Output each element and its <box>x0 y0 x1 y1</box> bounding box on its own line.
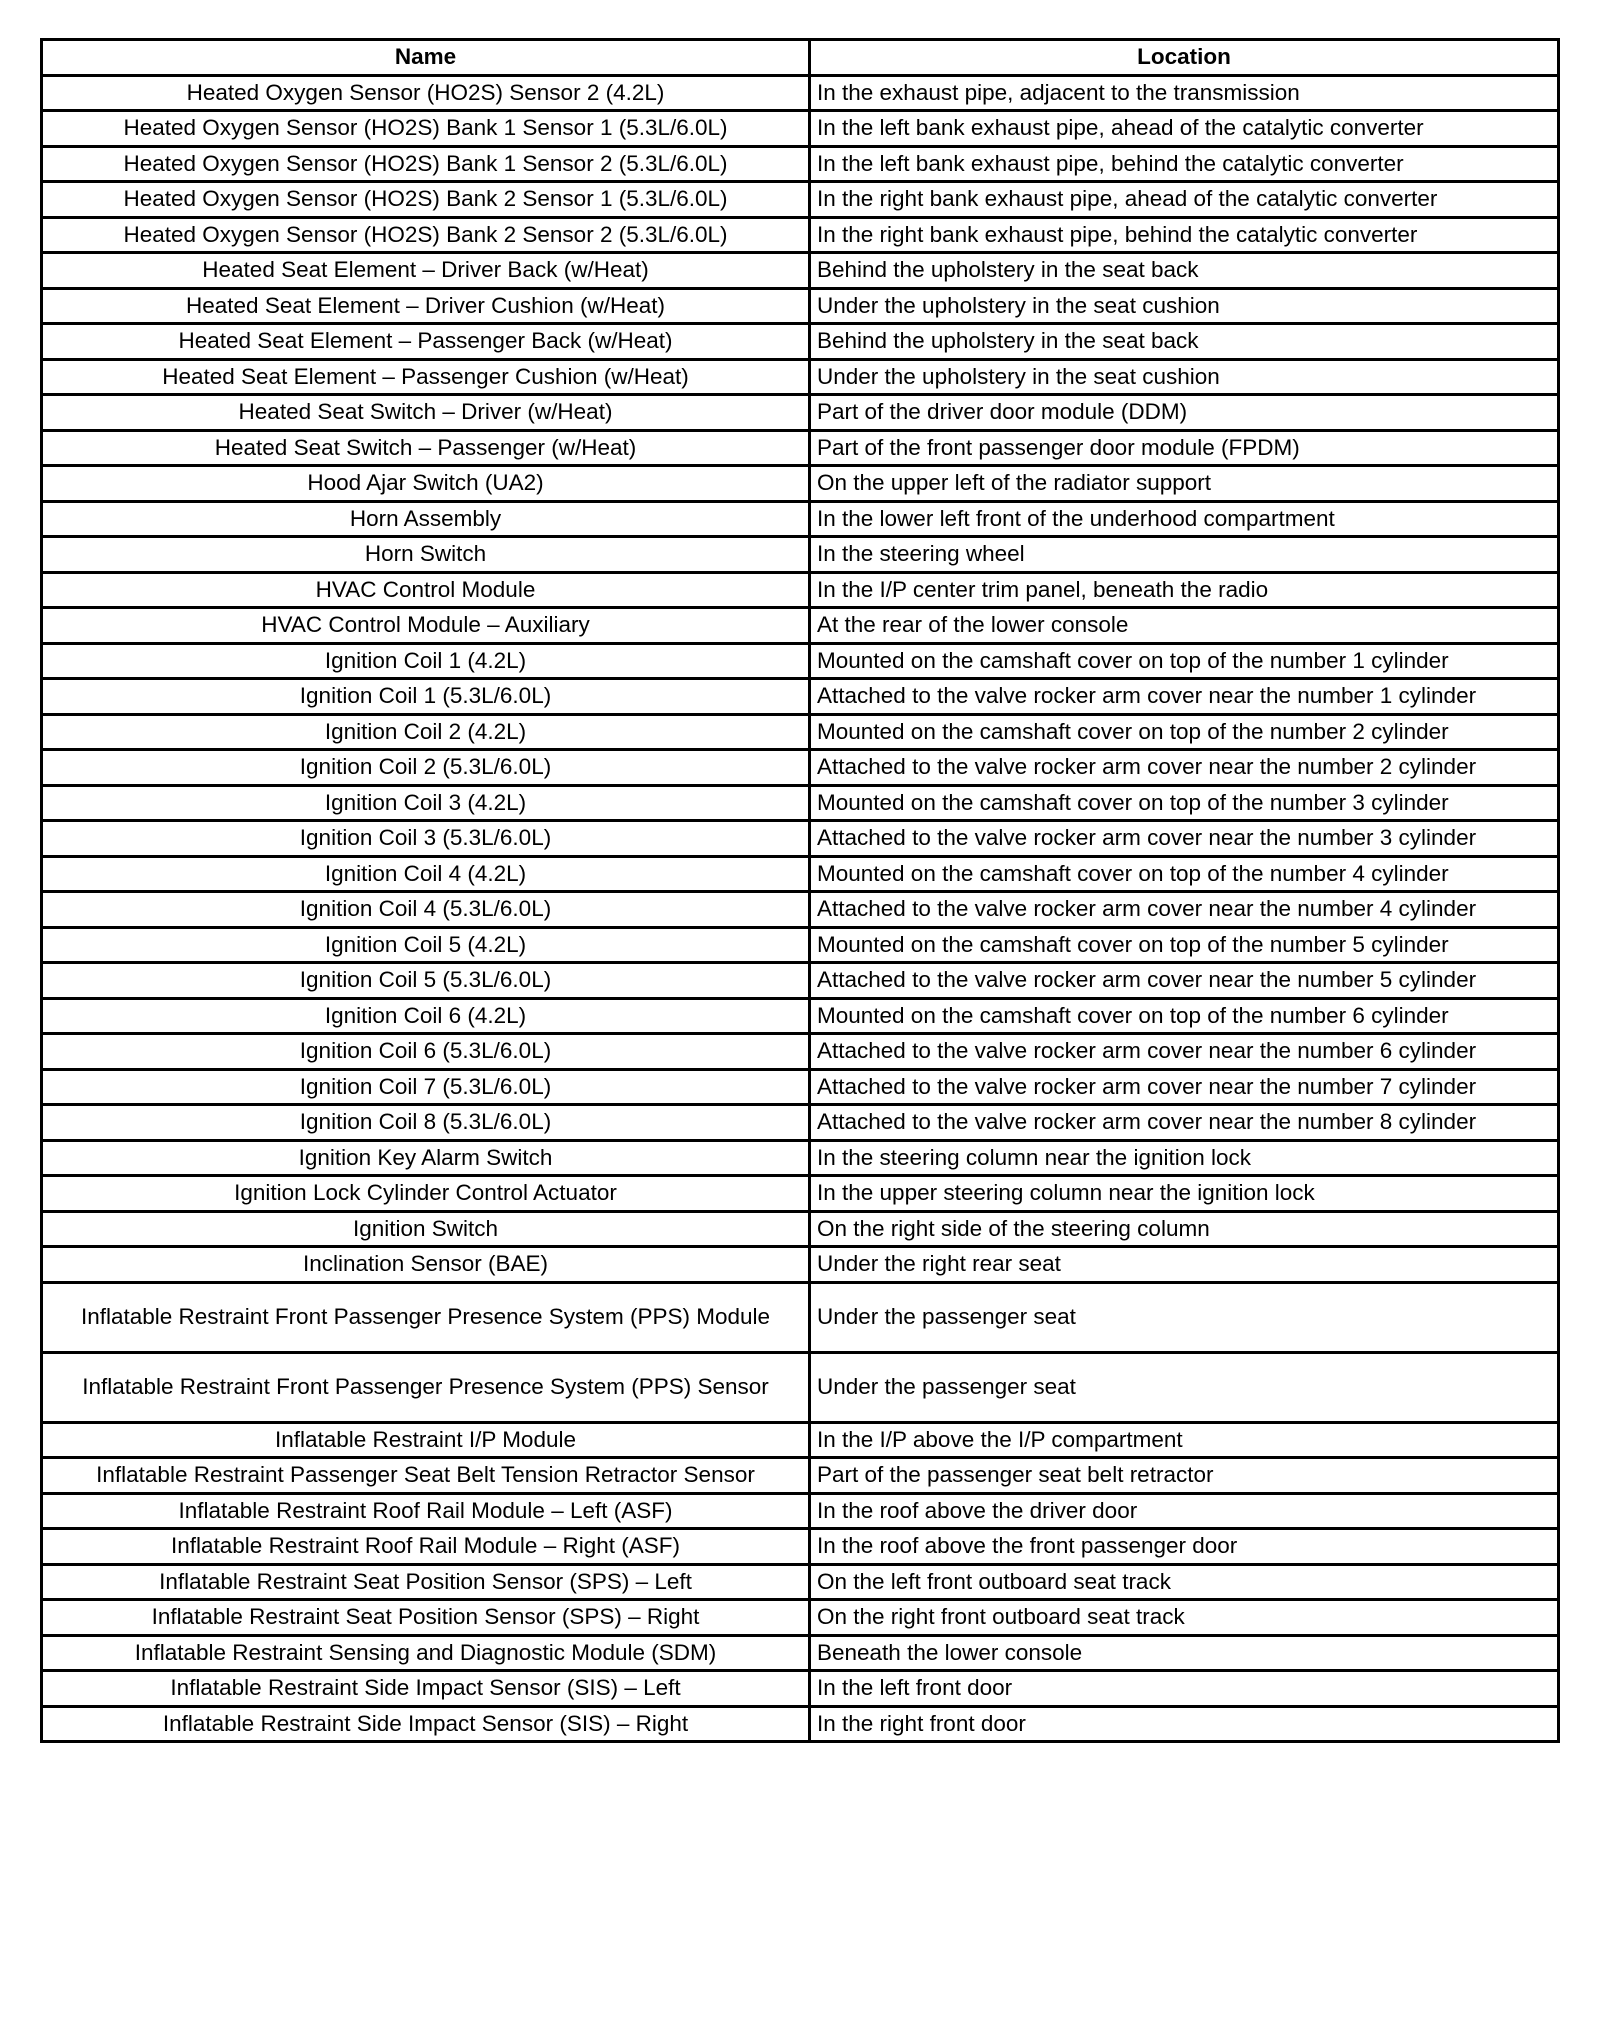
header-name: Name <box>42 40 810 76</box>
table-row <box>42 1422 1559 1458</box>
component-name-cell: Horn Assembly <box>42 501 810 537</box>
component-location-cell: Attached to the valve rocker arm cover near the number 2 cylinder <box>810 750 1559 786</box>
component-location-cell: Mounted on the camshaft cover on top of the number 2 cylinder <box>810 714 1559 750</box>
component-location-cell: In the left bank exhaust pipe, behind the catalytic converter <box>810 146 1559 182</box>
component-location-cell: In the steering column near the ignition lock <box>810 1140 1559 1176</box>
component-name-cell: Ignition Coil 5 (4.2L) <box>42 927 810 963</box>
component-name-cell: Inflatable Restraint Front Passenger Presence System (PPS) Sensor <box>42 1352 810 1422</box>
component-name-cell: Heated Oxygen Sensor (HO2S) Sensor 2 (4.2L) <box>42 75 810 111</box>
component-location-cell: Under the upholstery in the seat cushion <box>810 359 1559 395</box>
component-location-cell: Beneath the lower console <box>810 1635 1559 1671</box>
component-name-cell: Inflatable Restraint Side Impact Sensor (SIS) – Right <box>42 1706 810 1742</box>
component-location-cell: In the I/P above the I/P compartment <box>810 1422 1559 1458</box>
component-location-cell: Behind the upholstery in the seat back <box>810 324 1559 360</box>
component-location-cell: At the rear of the lower console <box>810 608 1559 644</box>
component-name-cell: Inflatable Restraint Roof Rail Module – Left (ASF) <box>42 1493 810 1529</box>
component-location-cell: In the upper steering column near the ignition lock <box>810 1176 1559 1212</box>
table-row <box>42 750 1559 786</box>
component-location-cell: Under the right rear seat <box>810 1247 1559 1283</box>
table-row <box>42 608 1559 644</box>
component-location-cell: In the exhaust pipe, adjacent to the transmission <box>810 75 1559 111</box>
component-name-cell: Ignition Coil 6 (5.3L/6.0L) <box>42 1034 810 1070</box>
component-name-cell: Ignition Coil 3 (4.2L) <box>42 785 810 821</box>
table-body <box>42 75 1559 1742</box>
component-name-cell: Inflatable Restraint Side Impact Sensor (SIS) – Left <box>42 1671 810 1707</box>
component-location-cell: In the left front door <box>810 1671 1559 1707</box>
table-row <box>42 1282 1559 1352</box>
table-row <box>42 182 1559 218</box>
component-location-cell: Under the passenger seat <box>810 1282 1559 1352</box>
component-name-cell: Inflatable Restraint Seat Position Sensor (SPS) – Left <box>42 1564 810 1600</box>
component-location-cell: Attached to the valve rocker arm cover near the number 5 cylinder <box>810 963 1559 999</box>
component-location-cell: Attached to the valve rocker arm cover near the number 7 cylinder <box>810 1069 1559 1105</box>
table-row <box>42 501 1559 537</box>
component-name-cell: Ignition Coil 2 (5.3L/6.0L) <box>42 750 810 786</box>
table-row <box>42 217 1559 253</box>
component-name-cell: Heated Oxygen Sensor (HO2S) Bank 2 Sensor 2 (5.3L/6.0L) <box>42 217 810 253</box>
table-row <box>42 714 1559 750</box>
table-row <box>42 785 1559 821</box>
component-location-cell: On the upper left of the radiator support <box>810 466 1559 502</box>
component-location-cell: In the roof above the front passenger door <box>810 1529 1559 1565</box>
component-name-cell: Heated Seat Element – Driver Back (w/Heat) <box>42 253 810 289</box>
table-row <box>42 1176 1559 1212</box>
component-name-cell: Ignition Coil 7 (5.3L/6.0L) <box>42 1069 810 1105</box>
table-row <box>42 359 1559 395</box>
table-row <box>42 821 1559 857</box>
table-row <box>42 1069 1559 1105</box>
table-row <box>42 1034 1559 1070</box>
table-row <box>42 1247 1559 1283</box>
table-row <box>42 1671 1559 1707</box>
table-row <box>42 395 1559 431</box>
component-location-cell: In the roof above the driver door <box>810 1493 1559 1529</box>
table-row <box>42 1635 1559 1671</box>
component-location-cell: In the lower left front of the underhood compartment <box>810 501 1559 537</box>
component-name-cell: Heated Seat Element – Driver Cushion (w/Heat) <box>42 288 810 324</box>
component-name-cell: Inflatable Restraint Roof Rail Module – Right (ASF) <box>42 1529 810 1565</box>
component-name-cell: Ignition Coil 1 (5.3L/6.0L) <box>42 679 810 715</box>
component-name-cell: Ignition Coil 4 (5.3L/6.0L) <box>42 892 810 928</box>
component-name-cell: Inclination Sensor (BAE) <box>42 1247 810 1283</box>
component-name-cell: Heated Oxygen Sensor (HO2S) Bank 1 Sensor 1 (5.3L/6.0L) <box>42 111 810 147</box>
component-location-cell: Under the passenger seat <box>810 1352 1559 1422</box>
component-name-cell: Ignition Switch <box>42 1211 810 1247</box>
component-location-cell: In the left bank exhaust pipe, ahead of the catalytic converter <box>810 111 1559 147</box>
component-name-cell: Ignition Coil 8 (5.3L/6.0L) <box>42 1105 810 1141</box>
component-name-cell: Inflatable Restraint Front Passenger Presence System (PPS) Module <box>42 1282 810 1352</box>
component-location-cell: In the steering wheel <box>810 537 1559 573</box>
component-location-cell: Mounted on the camshaft cover on top of the number 4 cylinder <box>810 856 1559 892</box>
component-name-cell: HVAC Control Module – Auxiliary <box>42 608 810 644</box>
table-row <box>42 324 1559 360</box>
component-name-cell: Inflatable Restraint I/P Module <box>42 1422 810 1458</box>
component-location-cell: Mounted on the camshaft cover on top of the number 3 cylinder <box>810 785 1559 821</box>
component-location-cell: Attached to the valve rocker arm cover near the number 3 cylinder <box>810 821 1559 857</box>
component-name-cell: Ignition Coil 1 (4.2L) <box>42 643 810 679</box>
component-location-cell: Part of the passenger seat belt retractor <box>810 1458 1559 1494</box>
component-location-cell: In the right front door <box>810 1706 1559 1742</box>
component-location-cell: Under the upholstery in the seat cushion <box>810 288 1559 324</box>
table-row <box>42 1600 1559 1636</box>
table-row <box>42 643 1559 679</box>
component-location-cell: Mounted on the camshaft cover on top of the number 1 cylinder <box>810 643 1559 679</box>
table-row <box>42 1458 1559 1494</box>
table-row <box>42 1211 1559 1247</box>
component-name-cell: Horn Switch <box>42 537 810 573</box>
component-location-cell: Mounted on the camshaft cover on top of the number 5 cylinder <box>810 927 1559 963</box>
component-location-cell: Attached to the valve rocker arm cover near the number 8 cylinder <box>810 1105 1559 1141</box>
component-name-cell: Inflatable Restraint Sensing and Diagnostic Module (SDM) <box>42 1635 810 1671</box>
table-row <box>42 288 1559 324</box>
table-row <box>42 1493 1559 1529</box>
header-location: Location <box>810 40 1559 76</box>
component-name-cell: Heated Seat Element – Passenger Back (w/Heat) <box>42 324 810 360</box>
component-name-cell: Ignition Key Alarm Switch <box>42 1140 810 1176</box>
table-row <box>42 1352 1559 1422</box>
component-location-cell: On the right side of the steering column <box>810 1211 1559 1247</box>
component-location-cell: Attached to the valve rocker arm cover near the number 6 cylinder <box>810 1034 1559 1070</box>
component-location-cell: Part of the driver door module (DDM) <box>810 395 1559 431</box>
table-row <box>42 963 1559 999</box>
table-row <box>42 572 1559 608</box>
table-row <box>42 1105 1559 1141</box>
table-row <box>42 466 1559 502</box>
component-location-cell: Attached to the valve rocker arm cover near the number 4 cylinder <box>810 892 1559 928</box>
component-name-cell: Heated Oxygen Sensor (HO2S) Bank 1 Sensor 2 (5.3L/6.0L) <box>42 146 810 182</box>
table-header-row <box>42 40 1559 76</box>
component-location-cell: Behind the upholstery in the seat back <box>810 253 1559 289</box>
table-row <box>42 998 1559 1034</box>
component-location-cell: In the right bank exhaust pipe, behind the catalytic converter <box>810 217 1559 253</box>
table-row <box>42 1529 1559 1565</box>
component-name-cell: HVAC Control Module <box>42 572 810 608</box>
table-row <box>42 1564 1559 1600</box>
table-row <box>42 1140 1559 1176</box>
component-location-cell: Part of the front passenger door module (FPDM) <box>810 430 1559 466</box>
component-location-table <box>40 38 1560 1743</box>
component-location-cell: Mounted on the camshaft cover on top of the number 6 cylinder <box>810 998 1559 1034</box>
component-location-cell: On the left front outboard seat track <box>810 1564 1559 1600</box>
table-row <box>42 111 1559 147</box>
component-name-cell: Ignition Coil 5 (5.3L/6.0L) <box>42 963 810 999</box>
component-name-cell: Heated Seat Switch – Driver (w/Heat) <box>42 395 810 431</box>
table-row <box>42 1706 1559 1742</box>
component-name-cell: Ignition Coil 6 (4.2L) <box>42 998 810 1034</box>
component-location-cell: In the I/P center trim panel, beneath the radio <box>810 572 1559 608</box>
table-row <box>42 146 1559 182</box>
table-row <box>42 253 1559 289</box>
table-row <box>42 537 1559 573</box>
component-location-cell: On the right front outboard seat track <box>810 1600 1559 1636</box>
component-name-cell: Hood Ajar Switch (UA2) <box>42 466 810 502</box>
table-row <box>42 75 1559 111</box>
component-name-cell: Ignition Lock Cylinder Control Actuator <box>42 1176 810 1212</box>
component-name-cell: Heated Seat Element – Passenger Cushion (w/Heat) <box>42 359 810 395</box>
component-name-cell: Inflatable Restraint Passenger Seat Belt Tension Retractor Sensor <box>42 1458 810 1494</box>
component-name-cell: Ignition Coil 4 (4.2L) <box>42 856 810 892</box>
component-name-cell: Heated Oxygen Sensor (HO2S) Bank 2 Sensor 1 (5.3L/6.0L) <box>42 182 810 218</box>
table-row <box>42 430 1559 466</box>
component-name-cell: Ignition Coil 3 (5.3L/6.0L) <box>42 821 810 857</box>
component-location-cell: In the right bank exhaust pipe, ahead of the catalytic converter <box>810 182 1559 218</box>
component-name-cell: Heated Seat Switch – Passenger (w/Heat) <box>42 430 810 466</box>
component-name-cell: Ignition Coil 2 (4.2L) <box>42 714 810 750</box>
table-row <box>42 679 1559 715</box>
component-location-cell: Attached to the valve rocker arm cover near the number 1 cylinder <box>810 679 1559 715</box>
table-row <box>42 856 1559 892</box>
table-row <box>42 892 1559 928</box>
table-row <box>42 927 1559 963</box>
component-name-cell: Inflatable Restraint Seat Position Sensor (SPS) – Right <box>42 1600 810 1636</box>
